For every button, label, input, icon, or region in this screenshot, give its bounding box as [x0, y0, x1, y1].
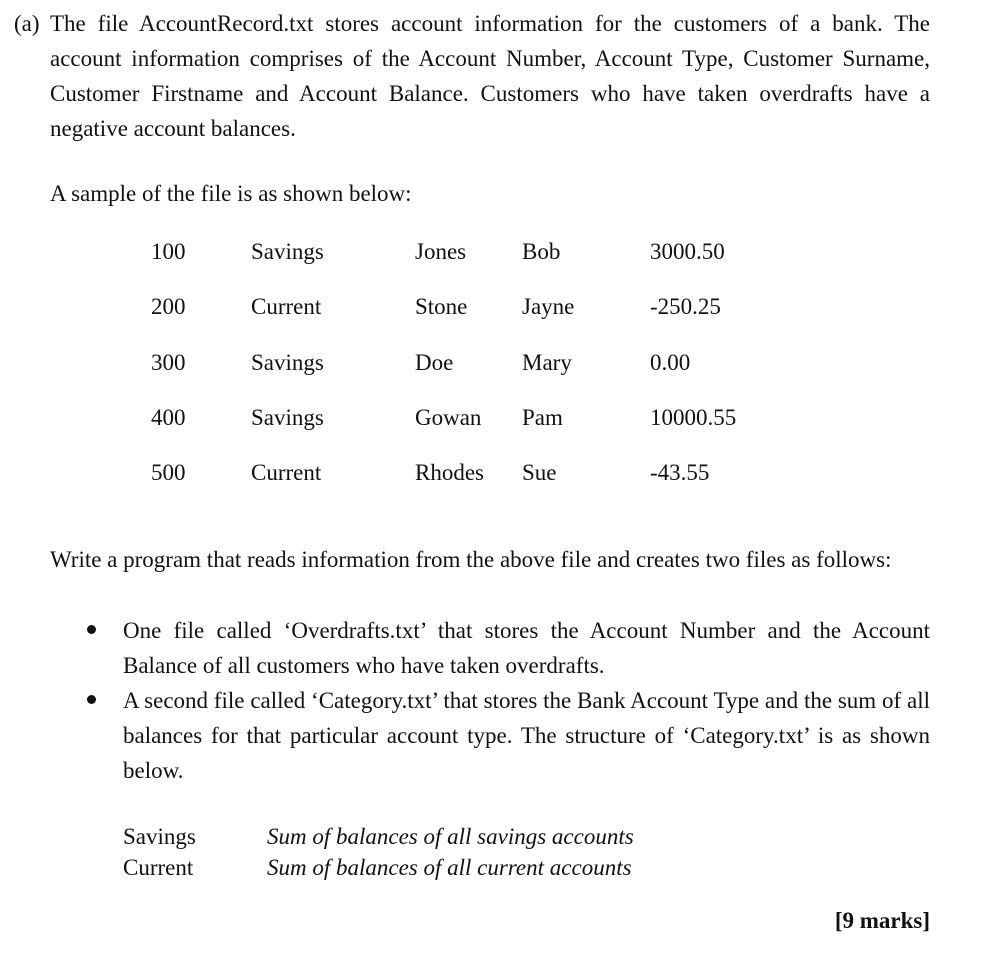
bullet-icon [87, 625, 96, 634]
structure-description: Sum of balances of all current accounts [267, 855, 632, 880]
account-number: 100 [151, 239, 186, 264]
account-type: Savings [251, 350, 324, 375]
customer-surname: Stone [415, 294, 468, 319]
task-paragraph: Write a program that reads information from the above file and creates two files as follows: [50, 547, 892, 572]
output-files-list [84, 613, 930, 788]
customer-firstname: Bob [522, 239, 561, 264]
account-balance: 0.00 [650, 350, 691, 375]
bullet-icon [87, 695, 96, 704]
marks-label: [9 marks] [834, 908, 930, 933]
structure-description: Sum of balances of all savings accounts [267, 824, 634, 849]
account-number: 500 [151, 460, 186, 485]
account-type: Current [251, 460, 322, 485]
list-item [84, 683, 930, 788]
customer-surname: Gowan [415, 405, 482, 430]
account-number: 400 [151, 405, 186, 430]
list-item [84, 613, 930, 683]
account-balance: -250.25 [650, 294, 721, 319]
customer-surname: Rhodes [415, 460, 484, 485]
account-type: Savings [251, 405, 324, 430]
bullet-text: A second file called ‘Category.txt’ that stores the Bank Account Type and the sum of all balances for that particular account type. The structure of ‘Category.txt’ is as shown below. [123, 688, 930, 783]
bullet-text: One file called ‘Overdrafts.txt’ that stores the Account Number and the Account Balance of all customers who have taken overdrafts. [123, 618, 930, 678]
question-label: (a) [14, 11, 40, 36]
account-number: 200 [151, 294, 186, 319]
account-balance: 3000.50 [650, 239, 725, 264]
customer-firstname: Mary [522, 350, 572, 375]
structure-type: Savings [123, 824, 196, 849]
customer-firstname: Sue [522, 460, 557, 485]
account-type: Current [251, 294, 322, 319]
account-balance: -43.55 [650, 460, 710, 485]
intro-paragraph: The file AccountRecord.txt stores account information for the customers of a bank. The account information comprises of the Account Number, Account Type, Customer Surname, Customer Firstname and Account Balance. Customers who have taken overdrafts have a negative account balances. [50, 11, 930, 141]
structure-type: Current [123, 855, 194, 880]
account-type: Savings [251, 239, 324, 264]
customer-firstname: Jayne [522, 294, 575, 319]
account-balance: 10000.55 [650, 405, 737, 430]
customer-surname: Jones [415, 239, 467, 264]
sample-lead: A sample of the file is as shown below: [50, 181, 412, 206]
customer-surname: Doe [415, 350, 454, 375]
account-number: 300 [151, 350, 186, 375]
customer-firstname: Pam [522, 405, 563, 430]
